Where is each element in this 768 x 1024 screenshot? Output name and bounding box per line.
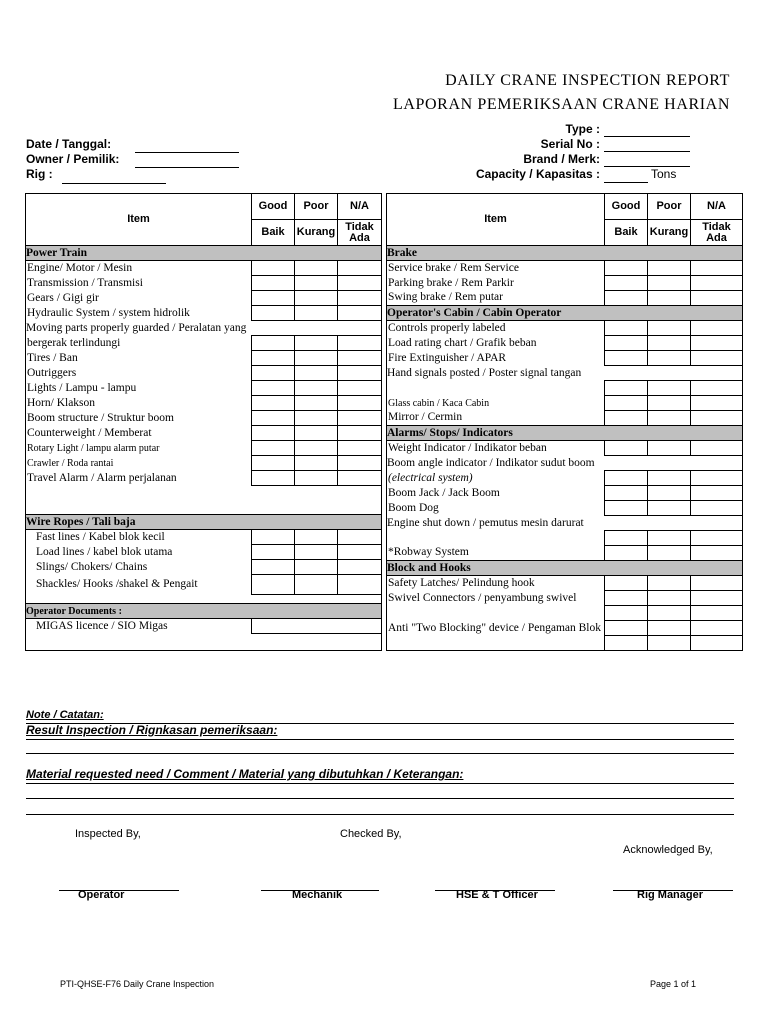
check-poor[interactable] (648, 441, 691, 456)
doc-check-field[interactable] (252, 619, 382, 634)
right-inspection-table (386, 193, 743, 651)
check-na[interactable] (338, 276, 382, 291)
item-label: Boom structure / Struktur boom (26, 411, 252, 426)
blank-cell (387, 381, 605, 396)
check-na[interactable] (338, 291, 382, 306)
check-na[interactable] (691, 261, 743, 276)
check-good[interactable] (252, 441, 295, 456)
section-operator-documents: Operator Documents : (26, 604, 382, 619)
check-na[interactable] (338, 351, 382, 366)
item-label: Shackles/ Hooks /shakel & Pengait (26, 575, 252, 595)
section-block-hooks: Block and Hooks (387, 561, 743, 576)
check-poor[interactable] (648, 486, 691, 501)
item-label: Service brake / Rem Service (387, 261, 605, 276)
check-poor[interactable] (648, 261, 691, 276)
check-poor[interactable] (648, 546, 691, 561)
report-title-id: LAPORAN PEMERIKSAAN CRANE HARIAN (393, 96, 730, 113)
check-good[interactable] (252, 560, 295, 575)
item-label: Moving parts properly guarded / Peralatan yang (26, 321, 382, 336)
hse-officer-label: HSE & T Officer (456, 889, 538, 901)
item-label: Boom Jack / Jack Boom (387, 486, 605, 501)
left-inspection-table (25, 193, 382, 651)
check-poor[interactable] (295, 441, 338, 456)
check-na[interactable] (691, 636, 743, 651)
checked-by-label: Checked By, (340, 828, 402, 840)
check-na[interactable] (691, 606, 743, 621)
check-poor[interactable] (295, 351, 338, 366)
item-label: Mirror / Cermin (387, 411, 605, 426)
item-label: Counterweight / Memberat (26, 426, 252, 441)
check-poor[interactable] (295, 291, 338, 306)
tidak-ada-header: Tidak Ada (338, 220, 382, 246)
table-bottom (26, 634, 382, 651)
section-power-train: Power Train (26, 246, 382, 261)
check-na[interactable] (691, 351, 743, 366)
check-good[interactable] (605, 471, 648, 486)
item-label: Fast lines / Kabel blok kecil (26, 530, 252, 545)
check-na[interactable] (338, 575, 382, 595)
check-good[interactable] (605, 291, 648, 306)
check-good[interactable] (605, 591, 648, 606)
check-good[interactable] (252, 351, 295, 366)
tidak-ada-header: Tidak Ada (691, 220, 743, 246)
check-na[interactable] (691, 591, 743, 606)
check-poor[interactable] (295, 575, 338, 595)
check-poor[interactable] (295, 471, 338, 486)
check-poor[interactable] (295, 426, 338, 441)
check-good[interactable] (252, 381, 295, 396)
item-label: MIGAS licence / SIO Migas (26, 619, 252, 634)
spacer-row (26, 486, 382, 515)
mechanic-label: Mechanik (292, 889, 343, 901)
check-poor[interactable] (295, 306, 338, 321)
rig-label: Rig : (26, 167, 53, 181)
item-label: Boom angle indicator / Indikator sudut boom (387, 456, 743, 471)
check-na[interactable] (338, 560, 382, 575)
spacer-row (26, 595, 382, 604)
item-label: Load lines / kabel blok utama (26, 545, 252, 560)
serial-label: Serial No : (540, 137, 600, 151)
item-label: Controls properly labeled (387, 321, 605, 336)
check-poor[interactable] (648, 336, 691, 351)
baik-header: Baik (605, 220, 648, 246)
check-good[interactable] (252, 366, 295, 381)
check-na[interactable] (691, 486, 743, 501)
check-good[interactable] (605, 531, 648, 546)
check-na[interactable] (338, 336, 382, 351)
check-poor[interactable] (648, 276, 691, 291)
check-good[interactable] (252, 261, 295, 276)
rig-manager-label: Rig Manager (637, 889, 704, 901)
material-line-3[interactable] (26, 814, 734, 815)
report-title-en: DAILY CRANE INSPECTION REPORT (445, 72, 730, 89)
item-label: bergerak terlindungi (26, 336, 252, 351)
good-header: Good (252, 194, 295, 220)
check-good[interactable] (605, 441, 648, 456)
check-na[interactable] (338, 366, 382, 381)
acknowledged-by-label: Acknowledged By, (623, 844, 713, 856)
check-poor[interactable] (648, 576, 691, 591)
serial-field-line[interactable] (604, 151, 690, 152)
check-good[interactable] (605, 261, 648, 276)
check-na[interactable] (691, 471, 743, 486)
kurang-header: Kurang (648, 220, 691, 246)
item-label: *Robway System (387, 546, 605, 561)
check-good[interactable] (605, 411, 648, 426)
check-na[interactable] (338, 530, 382, 545)
check-poor[interactable] (648, 636, 691, 651)
check-good[interactable] (605, 336, 648, 351)
item-label: Transmission / Transmisi (26, 276, 252, 291)
brand-label: Brand / Merk: (523, 152, 600, 166)
item-label: Slings/ Chokers/ Chains (26, 560, 252, 575)
check-poor[interactable] (648, 411, 691, 426)
check-na[interactable] (691, 381, 743, 396)
check-good[interactable] (605, 576, 648, 591)
type-label: Type : (565, 122, 600, 136)
poor-header: Poor (295, 194, 338, 220)
check-good[interactable] (605, 621, 648, 636)
check-good[interactable] (252, 396, 295, 411)
material-request-label: Material requested need / Comment / Material yang dibutuhkan / Keterangan: (26, 767, 464, 781)
check-na[interactable] (338, 396, 382, 411)
item-label: Load rating chart / Grafik beban (387, 336, 605, 351)
na-header: N/A (338, 194, 382, 220)
check-na[interactable] (338, 261, 382, 276)
check-good[interactable] (605, 486, 648, 501)
check-poor[interactable] (295, 530, 338, 545)
material-line-1[interactable] (26, 783, 734, 784)
date-label: Date / Tanggal: (26, 137, 112, 151)
check-good[interactable] (252, 291, 295, 306)
item-label: Lights / Lampu - lampu (26, 381, 252, 396)
rig-field-line[interactable] (62, 183, 166, 184)
item-label: Travel Alarm / Alarm perjalanan (26, 471, 252, 486)
page-number: Page 1 of 1 (650, 979, 697, 989)
item-label: Safety Latches/ Pelindung hook (387, 576, 605, 591)
check-poor[interactable] (648, 471, 691, 486)
check-na[interactable] (691, 441, 743, 456)
poor-header: Poor (648, 194, 691, 220)
check-good[interactable] (605, 381, 648, 396)
check-poor[interactable] (648, 396, 691, 411)
item-label: Glass cabin / Kaca Cabin (387, 396, 605, 411)
good-header: Good (605, 194, 648, 220)
check-poor[interactable] (648, 591, 691, 606)
result-line-2[interactable] (26, 753, 734, 754)
check-poor[interactable] (648, 321, 691, 336)
check-na[interactable] (338, 441, 382, 456)
check-good[interactable] (252, 336, 295, 351)
item-label: Hydraulic System / system hidrolik (26, 306, 252, 321)
check-na[interactable] (691, 531, 743, 546)
check-na[interactable] (691, 291, 743, 306)
check-poor[interactable] (295, 396, 338, 411)
item-header: Item (387, 194, 605, 246)
check-good[interactable] (252, 530, 295, 545)
check-poor[interactable] (295, 545, 338, 560)
check-na[interactable] (691, 501, 743, 516)
blank-cell (387, 531, 605, 546)
brand-field-line[interactable] (604, 166, 690, 167)
material-line-2[interactable] (26, 798, 734, 799)
item-label: Hand signals posted / Poster signal tangan (387, 366, 743, 381)
item-label: Parking brake / Rem Parkir (387, 276, 605, 291)
result-inspection-label: Result Inspection / Rignkasan pemeriksaan: (26, 723, 278, 737)
check-poor[interactable] (295, 261, 338, 276)
check-good[interactable] (605, 321, 648, 336)
check-poor[interactable] (295, 366, 338, 381)
blank-cell (387, 606, 605, 621)
item-label: Gears / Gigi gir (26, 291, 252, 306)
item-label: Boom Dog (387, 501, 605, 516)
check-poor[interactable] (648, 606, 691, 621)
section-brake: Brake (387, 246, 743, 261)
check-poor[interactable] (648, 621, 691, 636)
section-wire-ropes: Wire Ropes / Tali baja (26, 515, 382, 530)
check-poor[interactable] (648, 351, 691, 366)
check-good[interactable] (252, 411, 295, 426)
check-good[interactable] (252, 575, 295, 595)
result-line-1[interactable] (26, 739, 734, 740)
item-label: Weight Indicator / Indikator beban (387, 441, 605, 456)
check-na[interactable] (691, 396, 743, 411)
inspected-by-label: Inspected By, (75, 828, 141, 840)
item-label: Anti "Two Blocking" device / Pengaman Blok (387, 621, 605, 636)
item-label: Engine/ Motor / Mesin (26, 261, 252, 276)
check-na[interactable] (338, 411, 382, 426)
check-good[interactable] (252, 456, 295, 471)
check-na[interactable] (691, 336, 743, 351)
check-na[interactable] (338, 456, 382, 471)
check-good[interactable] (252, 471, 295, 486)
item-header: Item (26, 194, 252, 246)
owner-label: Owner / Pemilik: (26, 152, 120, 166)
check-poor[interactable] (295, 336, 338, 351)
check-poor[interactable] (295, 411, 338, 426)
check-na[interactable] (338, 381, 382, 396)
item-label: Outriggers (26, 366, 252, 381)
capacity-field-line[interactable] (604, 182, 648, 183)
item-label: Crawler / Roda rantai (26, 456, 252, 471)
check-na[interactable] (338, 426, 382, 441)
check-na[interactable] (338, 471, 382, 486)
item-label: (electrical system) (387, 471, 605, 486)
item-label: Swing brake / Rem putar (387, 291, 605, 306)
baik-header: Baik (252, 220, 295, 246)
section-operator-cabin: Operator's Cabin / Cabin Operator (387, 306, 743, 321)
check-good[interactable] (252, 306, 295, 321)
check-na[interactable] (691, 411, 743, 426)
type-field-line[interactable] (604, 136, 690, 137)
check-poor[interactable] (295, 456, 338, 471)
item-label: Tires / Ban (26, 351, 252, 366)
check-poor[interactable] (648, 531, 691, 546)
kurang-header: Kurang (295, 220, 338, 246)
capacity-unit: Tons (651, 167, 677, 181)
item-label: Engine shut down / pemutus mesin darurat (387, 516, 743, 531)
blank-cell (387, 636, 605, 651)
check-good[interactable] (605, 636, 648, 651)
check-na[interactable] (691, 576, 743, 591)
item-label: Fire Extinguisher / APAR (387, 351, 605, 366)
section-alarms: Alarms/ Stops/ Indicators (387, 426, 743, 441)
check-good[interactable] (605, 501, 648, 516)
check-good[interactable] (252, 276, 295, 291)
item-label: Swivel Connectors / penyambung swivel (387, 591, 605, 606)
operator-label: Operator (78, 889, 125, 901)
check-na[interactable] (338, 306, 382, 321)
check-good[interactable] (605, 546, 648, 561)
item-label: Rotary Light / lampu alarm putar (26, 441, 252, 456)
check-poor[interactable] (648, 501, 691, 516)
check-na[interactable] (691, 276, 743, 291)
check-poor[interactable] (295, 276, 338, 291)
check-poor[interactable] (648, 381, 691, 396)
check-na[interactable] (691, 546, 743, 561)
document-code: PTI-QHSE-F76 Daily Crane Inspection (60, 979, 215, 989)
check-good[interactable] (605, 351, 648, 366)
check-poor[interactable] (295, 381, 338, 396)
check-good[interactable] (252, 426, 295, 441)
check-good[interactable] (605, 396, 648, 411)
item-label: Horn/ Klakson (26, 396, 252, 411)
check-na[interactable] (691, 621, 743, 636)
check-poor[interactable] (648, 291, 691, 306)
na-header: N/A (691, 194, 743, 220)
check-good[interactable] (605, 606, 648, 621)
check-na[interactable] (338, 545, 382, 560)
capacity-label: Capacity / Kapasitas : (475, 167, 600, 181)
check-good[interactable] (605, 276, 648, 291)
check-good[interactable] (252, 545, 295, 560)
owner-field-line[interactable] (135, 167, 239, 168)
check-poor[interactable] (295, 560, 338, 575)
check-na[interactable] (691, 321, 743, 336)
note-label: Note / Catatan: (26, 709, 104, 721)
date-field-line[interactable] (135, 152, 239, 153)
